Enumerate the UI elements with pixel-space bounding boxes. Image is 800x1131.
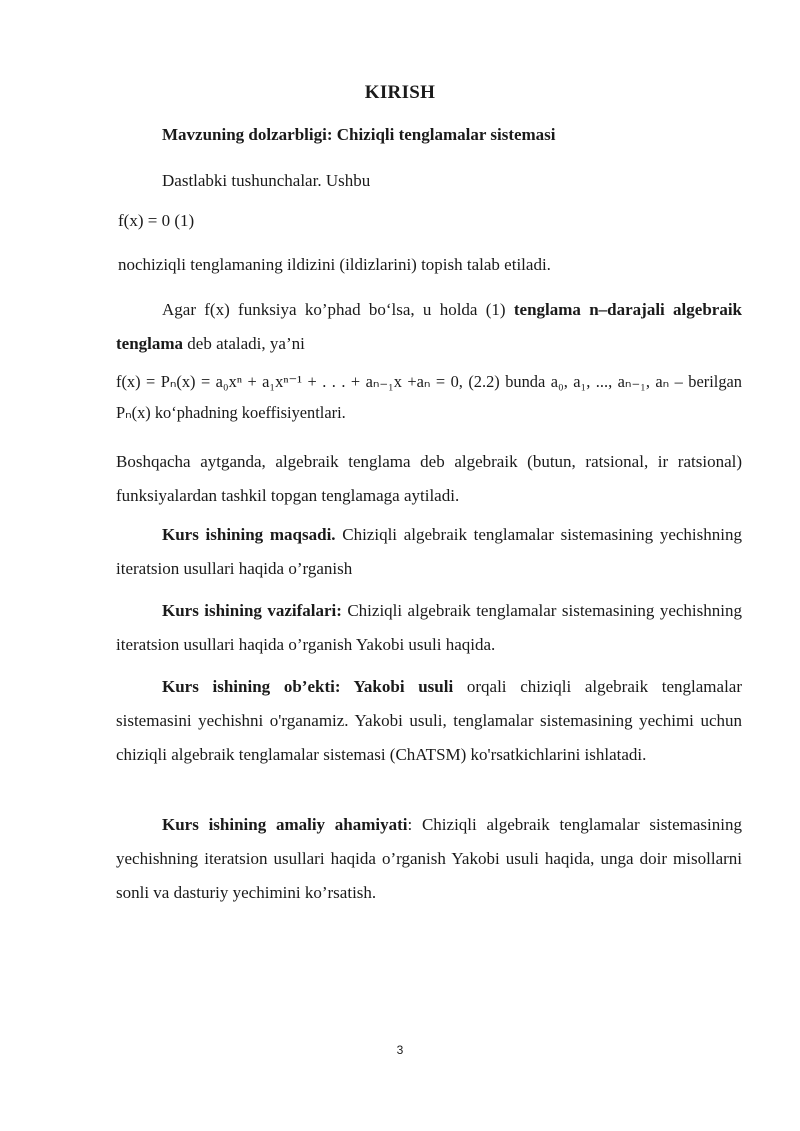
vazifalari-label: Kurs ishining vazifalari: bbox=[162, 601, 342, 620]
paragraph-obekti bbox=[116, 670, 742, 772]
intro-line: Dastlabki tushunchalar. Ushbu bbox=[162, 171, 371, 190]
polynomial-equation: f(x) = Pₙ(x) = a₀xⁿ + a₁xⁿ⁻¹ + . . . + aₙ₋₁x +aₙ = 0, (2.2) bunda a₀, a₁, ..., aₙ₋₁, aₙ – berilgan Pₙ(x) ko‘phadning koeffisiyentlari. bbox=[116, 372, 742, 422]
agar-bold-term: tenglama n–darajali algebraik tenglama bbox=[116, 300, 742, 353]
paragraph-amaliy bbox=[116, 808, 742, 910]
page-title: KIRISH bbox=[364, 82, 436, 103]
paragraph-maqsadi bbox=[116, 518, 742, 586]
equation-one: f(x) = 0 (1) bbox=[118, 211, 195, 230]
paragraph-vazifalari bbox=[116, 594, 742, 662]
page-number: 3 bbox=[396, 1043, 404, 1057]
subheading: Mavzuning dolzarbligi: Chiziqli tenglamalar sistemasi bbox=[162, 125, 556, 144]
obekti-label: Kurs ishining ob’ekti: Yakobi usuli bbox=[162, 677, 454, 696]
paragraph-agar bbox=[116, 293, 742, 361]
agar-text-1: Agar f(x) funksiya ko’phad bo‘lsa, u holda (1) bbox=[162, 300, 514, 319]
agar-text-2: deb ataladi, ya’ni bbox=[183, 334, 305, 353]
nonlinear-sentence: nochiziqli tenglamaning ildizini (ildizlarini) topish talab etiladi. bbox=[118, 255, 551, 274]
paragraph-boshqacha: Boshqacha aytganda, algebraik tenglama deb algebraik (butun, ratsional, ir ratsional) funksiyalardan tashkil topgan tenglamaga aytiladi. bbox=[116, 452, 742, 505]
amaliy-text: : Chiziqli algebraik tenglamalar sistemasining yechishning iteratsion usullari haqida o’rganish Yakobi usuli haqida, unga doir misollarni sonli va dasturiy yechimini ko’rsatish. bbox=[116, 815, 742, 902]
maqsadi-text: Chiziqli algebraik tenglamalar sistemasining yechishning iteratsion usullari haqida o’rganish bbox=[116, 525, 742, 578]
vazifalari-text: Chiziqli algebraik tenglamalar sistemasining yechishning iteratsion usullari haqida o’rganish Yakobi usuli haqida. bbox=[116, 601, 742, 654]
obekti-text: orqali chiziqli algebraik tenglamalar sistemasini yechishni o'rganamiz. Yakobi usuli, tenglamalar sistemasining yechimi uchun chiziqli algebraik tenglamalar sistemasi (ChATSM) ko'rsatkichlarini ishlatadi. bbox=[116, 677, 742, 764]
maqsadi-label: Kurs ishining maqsadi. bbox=[162, 525, 336, 544]
amaliy-label: Kurs ishining amaliy ahamiyati bbox=[162, 815, 408, 834]
